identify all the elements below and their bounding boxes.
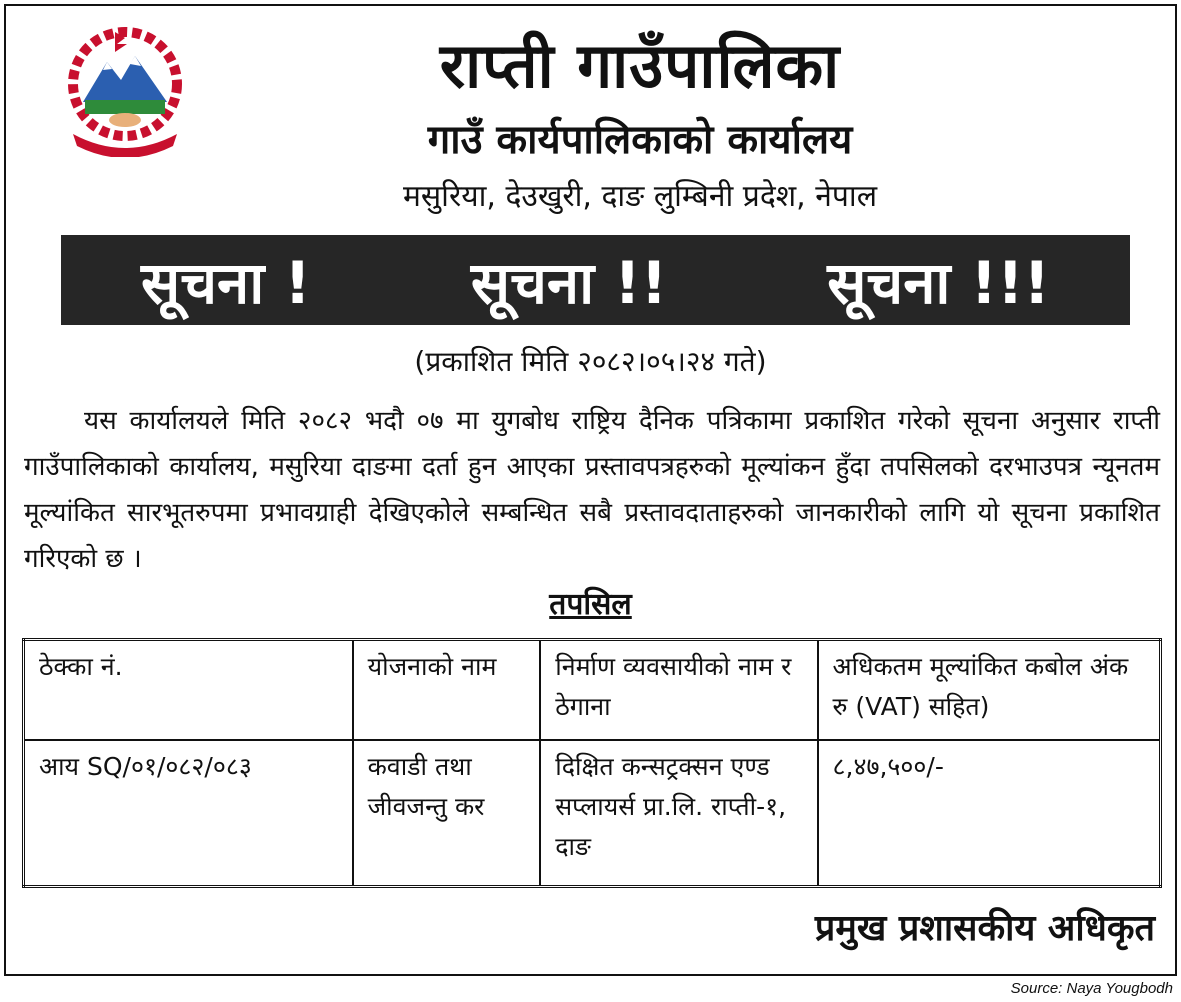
municipality-title: राप्ती गाउँपालिका <box>439 29 841 102</box>
signature-title: प्रमुख प्रशासकीय अधिकृत <box>814 908 1155 949</box>
office-subtitle: गाउँ कार्यपालिकाको कार्यालय <box>427 117 853 163</box>
banner-notice-1: सूचना ! <box>140 248 311 317</box>
details-table <box>22 638 1162 888</box>
cell-contract-no: आय SQ/०१/०८२/०८३ <box>24 740 353 887</box>
banner-notice-2: सूचना !! <box>470 248 668 317</box>
cell-contractor: दिक्षित कन्सट्रक्सन एण्ड सप्लायर्स प्रा.लि. राप्ती-१, दाङ <box>540 740 817 887</box>
table-header-row <box>24 640 1161 741</box>
office-address: मसुरिया, देउखुरी, दाङ लुम्बिनी प्रदेश, नेपाल <box>402 179 878 214</box>
header-contractor: निर्माण व्यवसायीको नाम र ठेगाना <box>540 640 817 741</box>
published-date: (प्रकाशित मिति २०८२।०५।२४ गते) <box>414 345 767 378</box>
nepal-emblem-icon <box>55 22 195 157</box>
cell-amount: ८,४७,५००/- <box>818 740 1161 887</box>
notice-body: यस कार्यालयले मिति २०८२ भदौ ०७ मा युगबोध राष्ट्रिय दैनिक पत्रिकामा प्रकाशित गरेको सूचना अनुसार राप्ती गाउँपालिकाको कार्यालय, मसुरिया दाङमा दर्ता हुन आएका प्रस्तावपत्रहरुको मूल्यांकन हुँदा तपसिलको दरभाउपत्र न्यूनतम मूल्यांकित सारभूतरुपमा प्रभावग्राही देखिएकोले सम्बन्धित सबै प्रस्तावदाताहरुको जानकारीको लागि यो सूचना प्रकाशित गरिएको छ । <box>24 406 1160 574</box>
table-row <box>24 740 1161 887</box>
cell-project-name: कवाडी तथा जीवजन्तु कर <box>353 740 541 887</box>
section-title: तपसिल <box>549 587 632 622</box>
header-project-name: योजनाको नाम <box>353 640 541 741</box>
notice-banner <box>61 235 1130 325</box>
banner-notice-3: सूचना !!! <box>827 248 1050 317</box>
header-contract-no: ठेक्का नं. <box>24 640 353 741</box>
source-credit: Source: Naya Yougbodh <box>1010 980 1173 997</box>
header-amount: अधिकतम मूल्यांकित कबोल अंक रु (VAT) सहित) <box>818 640 1161 741</box>
